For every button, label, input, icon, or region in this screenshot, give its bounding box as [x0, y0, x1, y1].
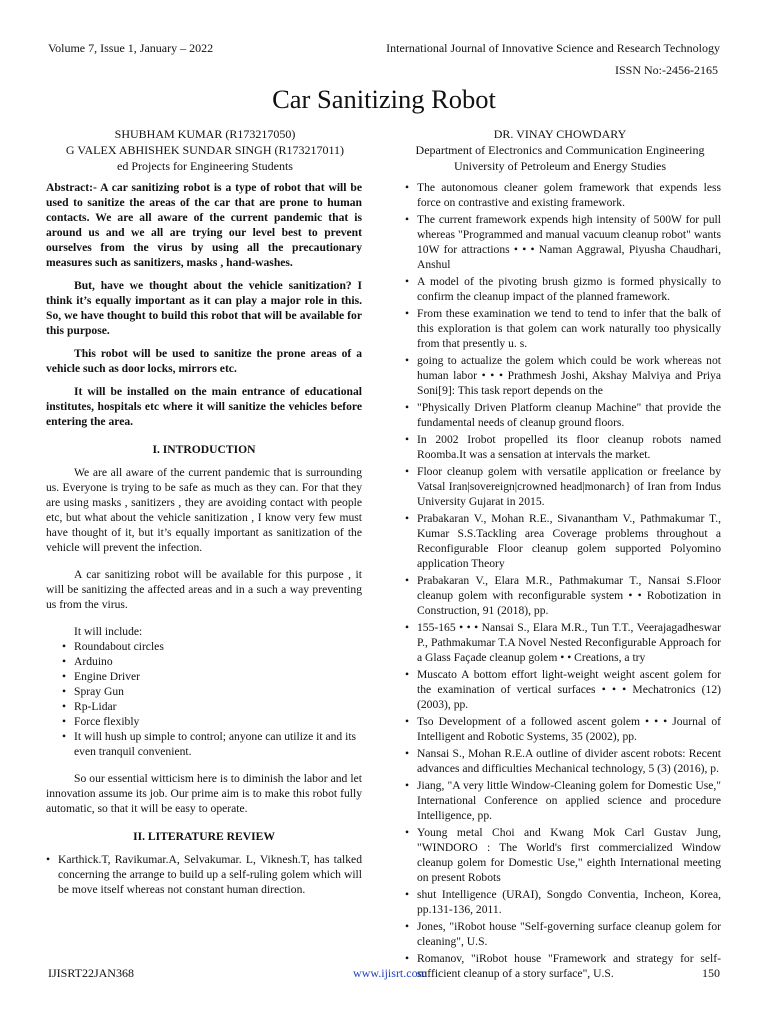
list-item: • In 2002 Irobot propelled its floor cleanup robots named Roomba.It was a sensation at intervals the market. — [405, 433, 721, 461]
bullet-icon: • — [405, 621, 410, 634]
list-item: • Young metal Choi and Kwang Mok Carl Gustav Jung, "WINDORO : The World's first commercialized Window cleanup golem for Domestic Use," eighth International meeting on present Robots — [405, 826, 721, 884]
list-item: • It will hush up simple to control; anyone can utilize it and its even tranquil convenient. — [62, 730, 357, 758]
right-column — [405, 180, 721, 983]
bullet-icon: • — [405, 307, 410, 320]
bullet-icon: • — [405, 275, 410, 288]
bullet-icon: • — [62, 685, 67, 698]
author-line: Department of Electronics and Communication Engineering — [415, 143, 705, 157]
paper-id: IJISRT22JAN368 — [48, 966, 134, 980]
section-heading-introduction: I. INTRODUCTION — [152, 443, 256, 456]
intro-paragraph: A car sanitizing robot will be available for this purpose , it will be sanitizing the affected areas and in a such a way preventing us from the virus. — [46, 568, 362, 611]
bullet-icon: • — [62, 700, 67, 713]
bullet-icon: • — [62, 640, 67, 653]
abstract-paragraph: But, have we thought about the vehicle sanitization? I think it’s equally important as it can play a major role in this. So, we have thought to build this robot that will be available for this purpose. — [46, 279, 362, 337]
bullet-icon: • — [405, 354, 410, 367]
list-item: • 155-165 • • • Nansai S., Elara M.R., Tun T.T., Veerajagadheswar P., Pathmakumar T.A Novel Nested Reconfigurable Approach for a Glass Façade cleanup golem • • Creations, a try — [405, 621, 721, 664]
list-item: • Arduino — [62, 655, 113, 668]
paper-title: Car Sanitizing Robot — [272, 84, 496, 114]
intro-paragraph: We are all aware of the current pandemic that is surrounding us. Everyone is trying to be safe as much as they can. For that they are using masks , sanitizers , they are avoiding contact with people etc, but what about the vehicle sanitization , I know very few must have thought of it, but it’s equally important as sanitization of the vehicle will prevent the infection. — [46, 466, 362, 554]
authors-right — [395, 126, 725, 174]
list-item: • Floor cleanup golem with versatile application or freelance by Vatsal Iran|sovereign|crowned head|monarch} of Iran from Indus University Gujarat in 2015. — [405, 465, 721, 508]
list-item: • Engine Driver — [62, 670, 140, 683]
page-number: 150 — [702, 966, 720, 980]
list-item: • Karthick.T, Ravikumar.A, Selvakumar. L, Viknesh.T, has talked concerning the arrange to build up a self-ruling golem which will be move itself whereas not constant human direction. — [46, 853, 362, 896]
bullet-icon: • — [62, 655, 67, 668]
list-item: • Force flexibly — [62, 715, 140, 728]
bullet-icon: • — [405, 512, 410, 525]
list-item: • Romanov, "iRobot house "Framework and strategy for self-sufficient cleanup of a story surface", U.S. — [405, 952, 721, 980]
journal-name: International Journal of Innovative Science and Research Technology — [386, 41, 720, 55]
list-item: • Rp-Lidar — [62, 700, 117, 713]
left-column — [46, 180, 362, 897]
list-item: • Muscato A bottom effort light-weight weight ascent golem for the examination of vertical surfaces • • • Mechatronics (12) (2003), pp. — [405, 668, 721, 711]
bullet-icon: • — [62, 670, 67, 683]
bullet-icon: • — [405, 920, 410, 933]
bullet-icon: • — [405, 465, 410, 478]
bullet-icon: • — [405, 574, 410, 587]
bullet-icon: • — [62, 730, 67, 743]
include-list-title: It will include: — [74, 625, 143, 638]
author-line: SHUBHAM KUMAR (R173217050) — [114, 127, 296, 141]
bullet-icon: • — [405, 181, 410, 194]
issn: ISSN No:-2456-2165 — [614, 63, 718, 77]
bullet-icon: • — [405, 826, 410, 839]
list-item: • The autonomous cleaner golem framework that expends less force on contrastive and existing framework. — [405, 181, 721, 209]
literature-list — [46, 852, 362, 897]
bullet-icon: • — [405, 779, 410, 792]
list-item: • Jones, "iRobot house "Self-governing surface cleanup golem for cleaning", U.S. — [405, 920, 721, 948]
bullet-icon: • — [405, 213, 410, 226]
list-item: • The current framework expends high intensity of 500W for pull whereas "Programmed and manual vacuum cleanup robot" wants 10W for attractions • • • Naman Aggrawal, Piyusha Chaudhari, Anshul — [405, 213, 721, 271]
list-item: • Tso Development of a followed ascent golem • • • Journal of Intelligent and Robotic Systems, 35 (2002), pp. — [405, 715, 721, 743]
section-heading-literature-review: II. LITERATURE REVIEW — [133, 830, 275, 843]
list-item: • Spray Gun — [62, 685, 124, 698]
list-item: • From these examination we tend to tend to infer that the balk of this exploration is that golem can work naturally too physically from that presently u. s. — [405, 307, 721, 350]
bullet-icon: • — [405, 668, 410, 681]
list-item: • Prabakaran V., Elara M.R., Pathmakumar T., Nansai S.Floor cleanup golem with reconfigurable system • • Robotization in Construction, 91 (2018), pp. — [405, 574, 721, 617]
abstract-paragraph: It will be installed on the main entrance of educational institutes, hospitals etc where it will sanitize the vehicles before entering the area. — [46, 385, 362, 428]
bullet-icon: • — [405, 715, 410, 728]
intro-paragraph: So our essential witticism here is to diminish the labor and let innovation assume its job. Our prime aim is to make this robot fully automatic, so that it will be easy to operate. — [46, 772, 362, 815]
include-list — [46, 639, 362, 759]
bullet-icon: • — [405, 747, 410, 760]
list-item: • shut Intelligence (URAI), Songdo Conventia, Incheon, Korea, pp.131-136, 2011. — [405, 888, 721, 916]
reference-list — [405, 180, 721, 981]
list-item: • A model of the pivoting brush gizmo is formed physically to confirm the cleanup impact of the planned framework. — [405, 275, 721, 303]
authors-left — [40, 126, 370, 174]
bullet-icon: • — [62, 715, 67, 728]
list-item: • "Physically Driven Platform cleanup Machine" that provide the fundamental needs of cleanup ground floors. — [405, 401, 721, 429]
bullet-icon: • — [46, 853, 51, 866]
author-line: DR. VINAY CHOWDARY — [493, 127, 627, 141]
author-line: ed Projects for Engineering Students — [117, 159, 293, 173]
volume-issue: Volume 7, Issue 1, January – 2022 — [48, 41, 214, 55]
bullet-icon: • — [405, 888, 410, 901]
bullet-icon: • — [405, 433, 410, 446]
list-item: • Roundabout circles — [62, 640, 164, 653]
list-item: • Jiang, "A very little Window-Cleaning golem for Domestic Use," International Conference on applied science and procedure Intelligence, pp. — [405, 779, 721, 822]
author-line: G VALEX ABHISHEK SUNDAR SINGH (R173217011) — [65, 143, 345, 157]
abstract-paragraph: Abstract:- A car sanitizing robot is a type of robot that will be used to sanitize the areas of the car that are prone to human contacts. We are all aware of the current pandemic that is around us and we all are trying our level best to prevent ourselves from the virus by using all the precautionary measures such as sanitizers, masks , hand-washes. — [46, 181, 362, 269]
abstract-paragraph: This robot will be used to sanitize the prone areas of a vehicle such as door locks, mirrors etc. — [46, 347, 362, 375]
journal-link[interactable]: www.ijisrt.com — [353, 966, 427, 980]
author-line: University of Petroleum and Energy Studies — [453, 159, 667, 173]
list-item: • going to actualize the golem which could be work whereas not human labor • • • Prathmesh Joshi, Akshay Malviya and Priya Soni[9]: This task report depends on the — [405, 354, 721, 397]
list-item: • Prabakaran V., Mohan R.E., Sivanantham V., Pathmakumar T., Kumar S.S.Tackling area Coverage problems throughout a Reconfigurable Floor cleanup golem supported Polyomino application Theory — [405, 512, 721, 570]
list-item: • Nansai S., Mohan R.E.A outline of divider ascent robots: Recent advances and difficulties Mechanical technology, 5 (3) (2016), p. — [405, 747, 721, 775]
bullet-icon: • — [405, 952, 410, 965]
bullet-icon: • — [405, 401, 410, 414]
